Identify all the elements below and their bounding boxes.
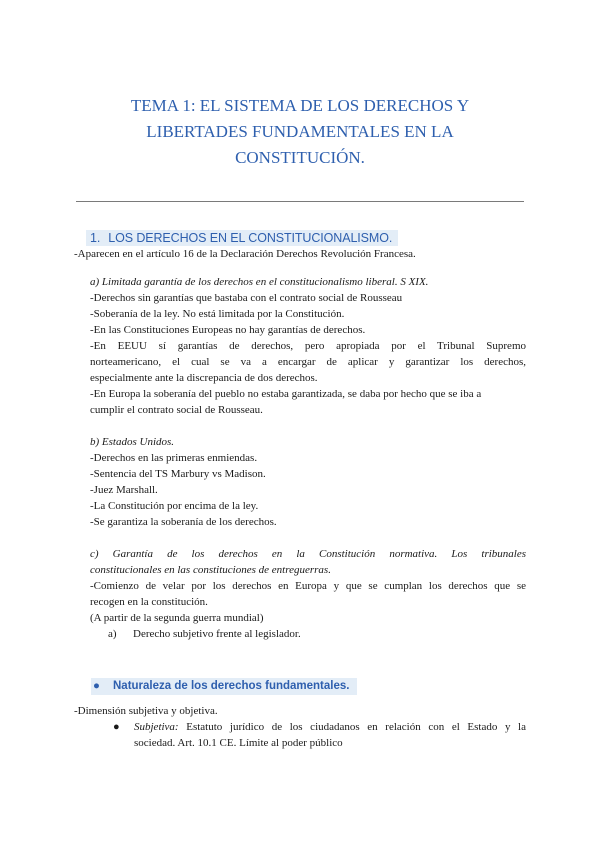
part-b-heading: b) Estados Unidos. [90, 436, 175, 448]
title-line-2: LIBERTADES FUNDAMENTALES EN LA [146, 122, 454, 141]
part-a-heading: a) Limitada garantía de los derechos en el constitucionalismo liberal. S XIX. [90, 276, 429, 288]
section-2-intro: -Dimensión subjetiva y objetiva. [74, 705, 218, 717]
part-c-heading-line-1: c) Garantía de los derechos en la Constitución normativa. Los tribunales [90, 548, 526, 560]
subjective-label: Subjetiva: [134, 721, 179, 733]
part-a-line: cumplir el contrato social de Rousseau. [90, 404, 263, 416]
section-1-number: 1. [90, 231, 101, 245]
part-a-line: -En las Constituciones Europeas no hay garantías de derechos. [90, 324, 366, 336]
part-a-line: -En Europa la soberanía del pueblo no estaba garantizada, se daba por hecho que se iba a [90, 388, 482, 400]
subjective-item-line-1 [134, 720, 526, 735]
part-c-heading-line-2: constitucionales en las constituciones de entreguerras. [90, 564, 331, 576]
part-a-line: especialmente ante la discrepancia de dos derechos. [90, 372, 318, 384]
part-c-line: -Comienzo de velar por los derechos en Europa y que se cumplan los derechos que se [90, 580, 526, 592]
part-a-line: -Soberanía de la ley. No está limitada por la Constitución. [90, 308, 345, 320]
part-a-line: -En EEUU sí garantías de derechos, pero apropiada por el Tribunal Supremo [90, 340, 526, 352]
section-2-heading [91, 678, 357, 695]
part-c-line: recogen en la constitución. [90, 596, 208, 608]
part-a-line: -Derechos sin garantías que bastaba con el contrato social de Rousseau [90, 292, 403, 304]
part-b-line: -Juez Marshall. [90, 484, 158, 496]
bullet-icon: ● [93, 680, 100, 692]
subjective-item-line-2: sociedad. Art. 10.1 CE. Límite al poder público [134, 737, 343, 749]
section-1-heading [86, 230, 398, 246]
section-1-heading-text: LOS DERECHOS EN EL CONSTITUCIONALISMO. [108, 231, 393, 245]
bullet-icon: ● [113, 721, 120, 733]
part-a-line: norteamericano, el cual se va a encargar de aplicar y garantizar los derechos, [90, 356, 526, 368]
part-b-line: -La Constitución por encima de la ley. [90, 500, 259, 512]
title-line-3: CONSTITUCIÓN. [235, 148, 365, 167]
title-line-1: TEMA 1: EL SISTEMA DE LOS DERECHOS Y [130, 96, 470, 115]
enum-text: Derecho subjetivo frente al legislador. [133, 628, 301, 640]
part-b-line: -Se garantiza la soberanía de los derechos. [90, 516, 277, 528]
part-b-line: -Sentencia del TS Marbury vs Madison. [90, 468, 266, 480]
enum-marker: a) [108, 628, 117, 640]
title-divider [76, 201, 524, 202]
part-b-line: -Derechos en las primeras enmiendas. [90, 452, 258, 464]
section-2-heading-text: Naturaleza de los derechos fundamentales. [113, 680, 350, 692]
section-1-intro: -Aparecen en el artículo 16 de la Declaración Derechos Revolución Francesa. [74, 248, 416, 260]
part-c-line: (A partir de la segunda guerra mundial) [90, 612, 264, 624]
page-title [100, 93, 500, 171]
subjective-text: Estatuto jurídico de los ciudadanos en relación con el Estado y la [186, 721, 526, 733]
